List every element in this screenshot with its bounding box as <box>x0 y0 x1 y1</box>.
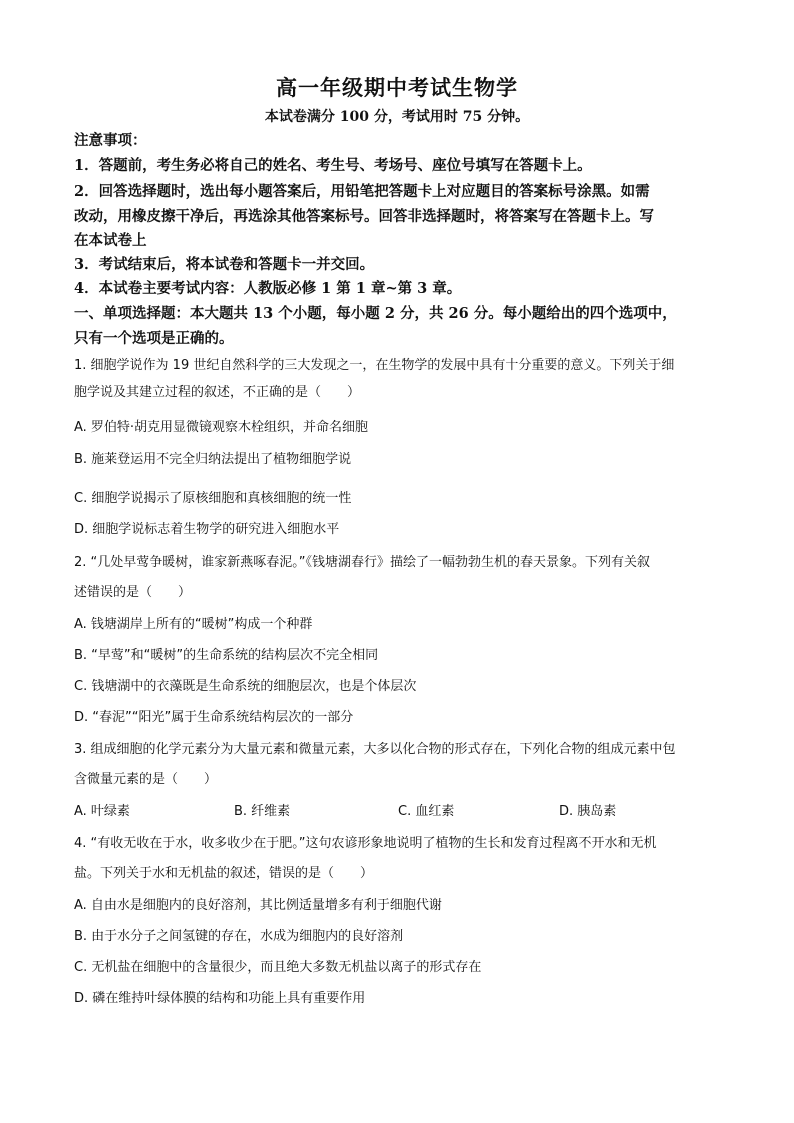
notice-item-2-line-2: 改动，用橡皮擦干净后，再选涂其他答案标号。回答非选择题时，将答案写在答题卡上。写 <box>74 208 654 225</box>
question-1-option-c: C. 细胞学说揭示了原核细胞和真核细胞的统一性 <box>74 491 352 506</box>
question-2-stem-line-1: 2. “几处早莺争暖树，谁家新燕啄春泥。”《钱塘湖春行》描绘了一幅勃勃生机的春天景象。下列有关叙 <box>74 555 651 570</box>
page-title: 高一年级期中考试生物学 <box>276 75 518 100</box>
notice-item-4: 4．本试卷主要考试内容：人教版必修 1 第 1 章~第 3 章。 <box>74 280 462 297</box>
question-3-option-d: D. 胰岛素 <box>559 804 617 819</box>
page-subtitle: 本试卷满分 100 分，考试用时 75 分钟。 <box>264 109 530 125</box>
question-1-stem-line-1: 1. 细胞学说作为 19 世纪自然科学的三大发现之一，在生物学的发展中具有十分重要的意义。下列关于细 <box>74 358 675 373</box>
question-3-option-c: C. 血红素 <box>398 804 455 819</box>
question-2-option-d: D. “春泥”“阳光”属于生命系统结构层次的一部分 <box>74 710 354 725</box>
question-1-option-d: D. 细胞学说标志着生物学的研究进入细胞水平 <box>74 522 340 537</box>
question-4-option-c: C. 无机盐在细胞中的含量很少，而且绝大多数无机盐以离子的形式存在 <box>74 960 482 975</box>
section-heading-line-1: 一、单项选择题：本大题共 13 个小题，每小题 2 分，共 26 分。每小题给出的四个选项中， <box>74 305 677 322</box>
question-1-option-b: B. 施莱登运用不完全归纳法提出了植物细胞学说 <box>74 452 352 467</box>
notice-item-3: 3．考试结束后，将本试卷和答题卡一并交回。 <box>74 256 375 273</box>
question-3-stem-line-1: 3. 组成细胞的化学元素分为大量元素和微量元素，大多以化合物的形式存在，下列化合物的组成元素中包 <box>74 742 676 757</box>
notice-item-2-line-1: 2．回答选择题时，选出每小题答案后，用铅笔把答题卡上对应题目的答案标号涂黑。如需 <box>74 183 650 200</box>
question-3-option-a: A. 叶绿素 <box>74 804 130 819</box>
question-4-option-a: A. 自由水是细胞内的良好溶剂，其比例适量增多有利于细胞代谢 <box>74 898 442 913</box>
notice-item-1: 1．答题前，考生务必将自己的姓名、考生号、考场号、座位号填写在答题卡上。 <box>74 157 592 174</box>
section-heading-line-2: 只有一个选项是正确的。 <box>74 330 234 347</box>
question-4-stem-line-2: 盐。下列关于水和无机盐的叙述，错误的是（ ） <box>74 866 374 881</box>
notice-heading: 注意事项： <box>74 132 147 149</box>
question-2-stem-line-2: 述错误的是（ ） <box>74 585 192 600</box>
question-4-option-b: B. 由于水分子之间氢键的存在，水成为细胞内的良好溶剂 <box>74 929 404 944</box>
question-3-stem-line-2: 含微量元素的是（ ） <box>74 772 218 787</box>
question-2-option-b: B. “早莺”和“暖树”的生命系统的结构层次不完全相同 <box>74 648 379 663</box>
question-4-option-d: D. 磷在维持叶绿体膜的结构和功能上具有重要作用 <box>74 991 366 1006</box>
notice-item-2-line-3: 在本试卷上 <box>74 232 147 249</box>
question-3-option-b: B. 纤维素 <box>234 804 291 819</box>
question-1-option-a: A. 罗伯特·胡克用显微镜观察木栓组织，并命名细胞 <box>74 420 369 435</box>
question-2-option-c: C. 钱塘湖中的衣藻既是生命系统的细胞层次，也是个体层次 <box>74 679 417 694</box>
question-4-stem-line-1: 4. “有收无收在于水，收多收少在于肥。”这句农谚形象地说明了植物的生长和发育过程离不开水和无机 <box>74 836 657 851</box>
question-2-option-a: A. 钱塘湖岸上所有的“暖树”构成一个种群 <box>74 617 313 632</box>
question-1-stem-line-2: 胞学说及其建立过程的叙述，不正确的是（ ） <box>74 385 361 400</box>
